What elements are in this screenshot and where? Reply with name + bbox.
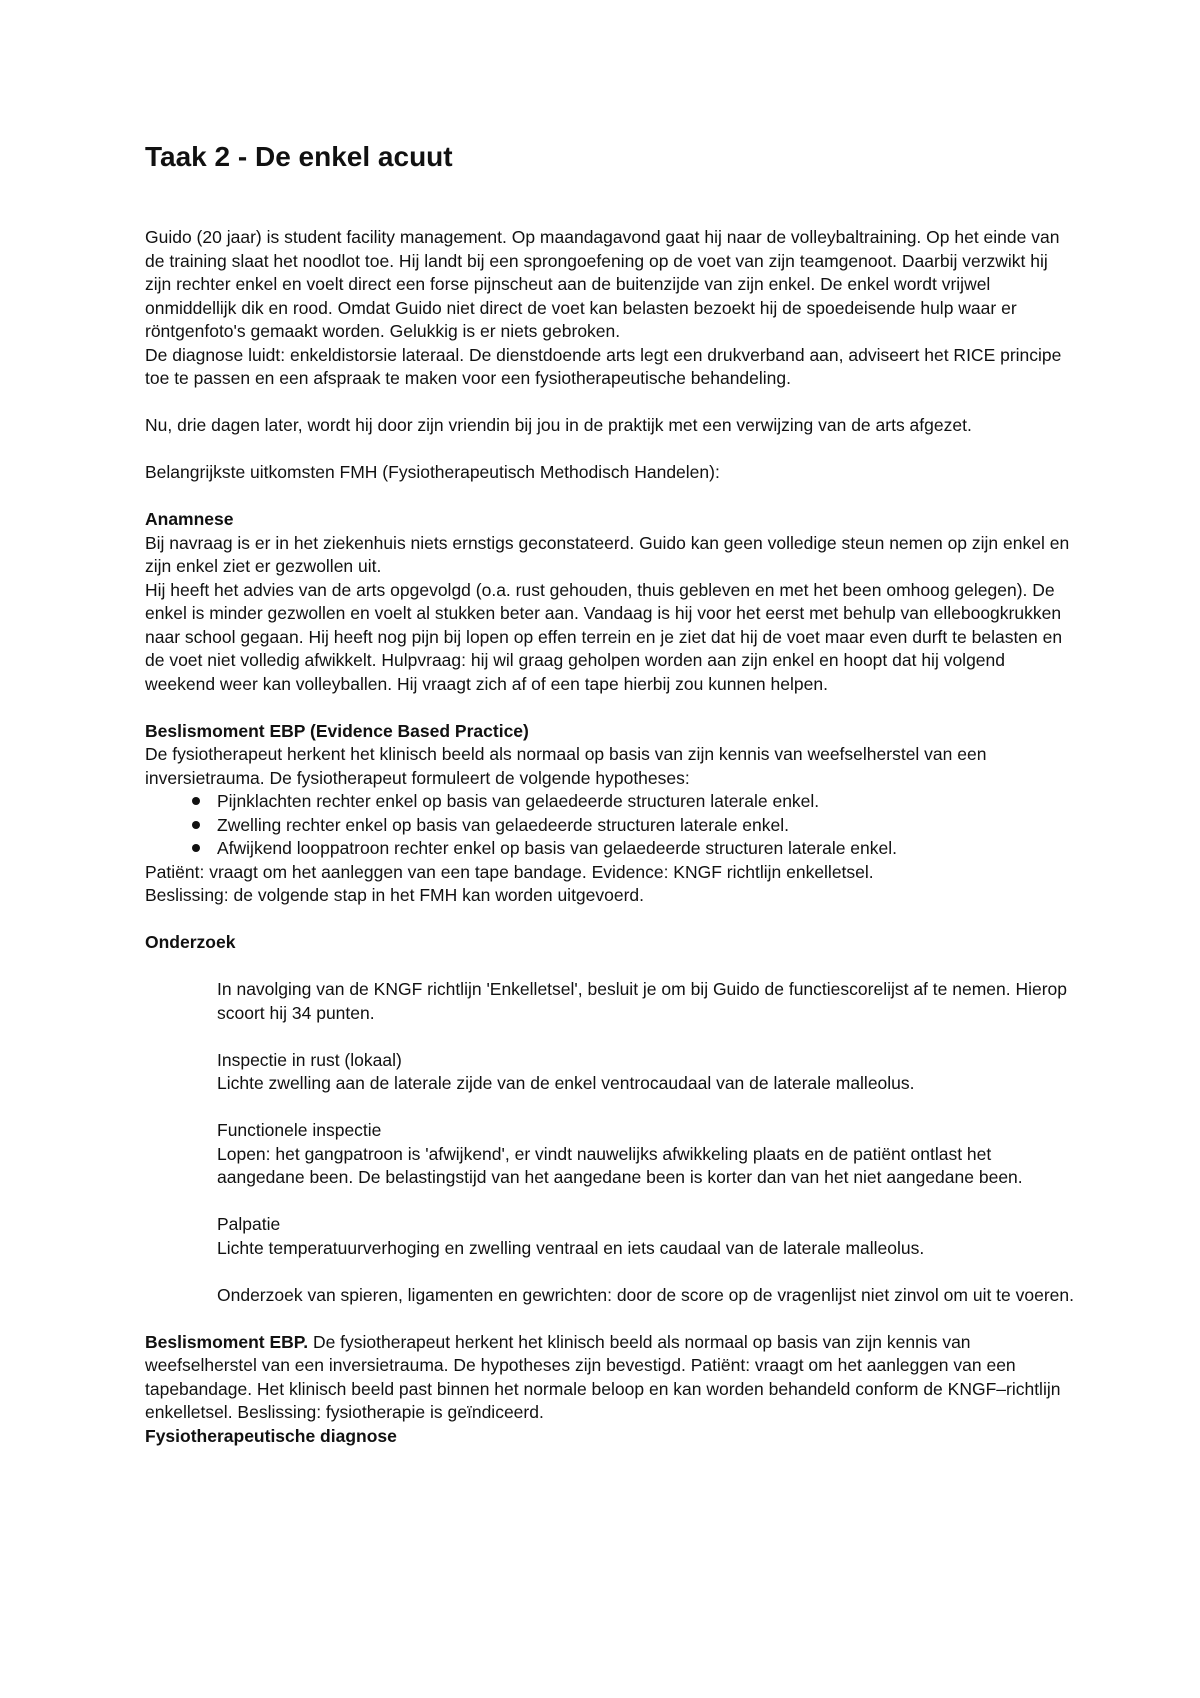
ebp-paragraph-2: Patiënt: vraagt om het aanleggen van een tape bandage. Evidence: KNGF richtlijn enkelletsel.	[145, 861, 874, 882]
ebp2-text: De fysiotherapeut herkent het klinisch beeld als normaal op basis van zijn kennis van weefselherstel van een inversietrauma. De hypotheses zijn bevestigd. Patiënt: vraagt om het aanleggen van een tapebandage. Het klinisch beeld past binnen het normale beloop en kan worden behandeld conform de KNGF–richtlijn enkelletsel. Beslissing: fysiotherapie is geïndiceerd.	[145, 1331, 1061, 1422]
list-item	[192, 814, 1075, 838]
intro-paragraph-1: Guido (20 jaar) is student facility management. Op maandagavond gaat hij naar de volleybaltraining. Op het einde van de training slaat het noodlot toe. Hij landt bij een sprongoefening op de voet van zijn teamgenoot. Daarbij verzwikt hij zijn rechter enkel en voelt direct een forse pijnscheut aan de buitenzijde van zijn enkel. De enkel wordt vrijwel onmiddellijk dik en rood. Omdat Guido niet direct de voet kan belasten bezoekt hij de spoedeisende hulp waar er röntgenfoto's gemaakt worden. Gelukkig is er niets gebroken.	[145, 227, 1060, 341]
palpatie-text: Lichte temperatuurverhoging en zwelling ventraal en iets caudaal van de laterale malleolus.	[217, 1237, 925, 1258]
document-content	[145, 140, 1075, 1448]
onderzoek-paragraph-1: In navolging van de KNGF richtlijn 'Enkelletsel', besluit je om bij Guido de functiescorelijst af te nemen. Hierop scoort hij 34 punten.	[217, 979, 1068, 1023]
intro-paragraph-2: De diagnose luidt: enkeldistorsie lateraal. De dienstdoende arts legt een drukverband aan, adviseert het RICE principe toe te passen en een afspraak te maken voor een fysiotherapeutische behandeling.	[145, 344, 1062, 388]
anamnese-heading: Anamnese	[145, 509, 234, 529]
functionele-inspectie-text: Lopen: het gangpatroon is 'afwijkend', er vindt nauwelijks afwikkeling plaats en de patiënt ontlast het aangedane been. De belastingstijd van het aangedane been is korter dan van het niet aangedane been.	[217, 1143, 1023, 1187]
anamnese-paragraph-1: Bij navraag is er in het ziekenhuis niets ernstigs geconstateerd. Guido kan geen volledige steun nemen op zijn enkel en zijn enkel ziet er gezwollen uit.	[145, 532, 1070, 576]
palpatie-title: Palpatie	[217, 1214, 281, 1234]
ebp2-heading: Beslismoment EBP.	[145, 1331, 309, 1352]
ebp-heading: Beslismoment EBP (Evidence Based Practice)	[145, 720, 529, 741]
list-item-text: Afwijkend looppatroon rechter enkel op basis van gelaedeerde structuren laterale enkel.	[217, 838, 898, 858]
list-item-text: Pijnklachten rechter enkel op basis van gelaedeerde structuren laterale enkel.	[217, 791, 820, 811]
onderzoek-section	[217, 978, 1075, 1307]
ebp-paragraph-1: De fysiotherapeut herkent het klinisch beeld als normaal op basis van zijn kennis van weefselherstel van een inversietrauma. De fysiotherapeut formuleert de volgende hypotheses:	[145, 744, 987, 788]
list-item	[192, 790, 1075, 814]
onderzoek-heading: Onderzoek	[145, 932, 236, 952]
bullet-icon	[192, 821, 200, 829]
functionele-inspectie-title: Functionele inspectie	[217, 1120, 382, 1140]
diagnose-heading: Fysiotherapeutische diagnose	[145, 1425, 397, 1446]
page-title: Taak 2 - De enkel acuut	[145, 141, 453, 172]
inspectie-text: Lichte zwelling aan de laterale zijde van de enkel ventrocaudaal van de laterale malleolus.	[217, 1073, 915, 1093]
anamnese-paragraph-2: Hij heeft het advies van de arts opgevolgd (o.a. rust gehouden, thuis gebleven en met het been omhoog gelegen). De enkel is minder gezwollen en voelt al stukken beter aan. Vandaag is hij voor het eerst met behulp van elleboogkrukken naar school gegaan. Hij heeft nog pijn bij lopen op effen terrein en je ziet dat hij de voet maar even durft te belasten en de voet niet volledig afwikkelt. Hulpvraag: hij wil graag geholpen worden aan zijn enkel en hoopt dat hij volgend weekend weer kan volleyballen. Hij vraagt zich af of een tape hierbij zou kunnen helpen.	[145, 579, 1063, 694]
bullet-icon	[192, 844, 200, 852]
spieren-onderzoek-text: Onderzoek van spieren, ligamenten en gewrichten: door de score op de vragenlijst niet zinvol om uit te voeren.	[217, 1284, 1075, 1305]
intro-paragraph-3: Nu, drie dagen later, wordt hij door zijn vriendin bij jou in de praktijk met een verwijzing van de arts afgezet.	[145, 415, 972, 435]
ebp2-paragraph	[145, 1331, 1075, 1425]
list-item-text: Zwelling rechter enkel op basis van gelaedeerde structuren laterale enkel.	[217, 814, 789, 835]
list-item	[192, 837, 1075, 861]
inspectie-title: Inspectie in rust (lokaal)	[217, 1049, 402, 1070]
hypotheses-list	[145, 790, 1075, 861]
bullet-icon	[192, 797, 200, 805]
ebp-paragraph-3: Beslissing: de volgende stap in het FMH kan worden uitgevoerd.	[145, 885, 645, 905]
intro-paragraph-4: Belangrijkste uitkomsten FMH (Fysiotherapeutisch Methodisch Handelen):	[145, 462, 720, 482]
